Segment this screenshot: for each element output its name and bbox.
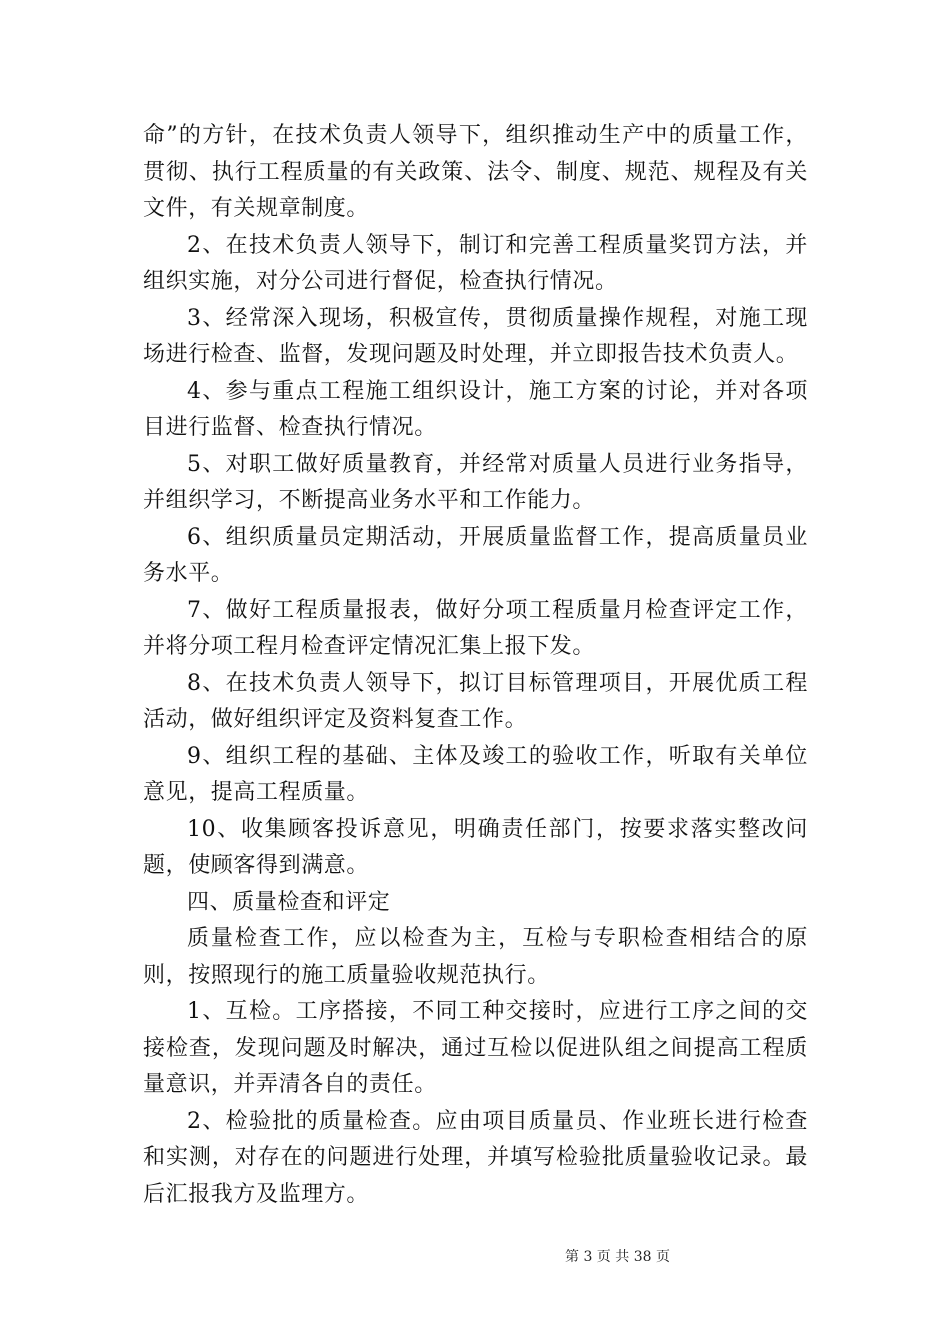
paragraph-item-7: 7、做好工程质量报表，做好分项工程质量月检查评定工作，并将分项工程月检查评定情况汇集上报下发。 (143, 597, 808, 659)
paragraph-item-2: 2、在技术负责人领导下，制订和完善工程质量奖罚方法，并组织实施，对分公司进行督促，检查执行情况。 (143, 232, 808, 294)
paragraph-item-3: 3、经常深入现场，积极宣传，贯彻质量操作规程，对施工现场进行检查、监督，发现问题及时处理，并立即报告技术负责人。 (143, 305, 808, 367)
paragraph-item-9: 9、组织工程的基础、主体及竣工的验收工作，听取有关单位意见，提高工程质量。 (143, 743, 808, 805)
document-body (143, 118, 808, 1213)
paragraph-item-10: 10、收集顾客投诉意见，明确责任部门，按要求落实整改问题，使顾客得到满意。 (143, 816, 808, 878)
paragraph-batch-check: 2、检验批的质量检查。应由项目质量员、作业班长进行检查和实测，对存在的问题进行处理，并填写检验批质量验收记录。最后汇报我方及监理方。 (143, 1108, 808, 1207)
paragraph-mutual-check: 1、互检。工序搭接，不同工种交接时，应进行工序之间的交接检查，发现问题及时解决，通过互检以促进队组之间提高工程质量意识，并弄清各自的责任。 (143, 999, 808, 1097)
page-number-footer: 第 3 页 共 38 页 (565, 1249, 670, 1265)
section-heading: 四、质量检查和评定 (187, 889, 391, 915)
paragraph-item-4: 4、参与重点工程施工组织设计，施工方案的讨论，并对各项目进行监督、检查执行情况。 (143, 378, 808, 440)
paragraph-item-8: 8、在技术负责人领导下，拟订目标管理项目，开展优质工程活动，做好组织评定及资料复查工作。 (143, 670, 808, 732)
paragraph-item-6: 6、组织质量员定期活动，开展质量监督工作，提高质量员业务水平。 (143, 524, 808, 586)
section-intro: 质量检查工作，应以检查为主，互检与专职检查相结合的原则，按照现行的施工质量验收规范执行。 (143, 926, 808, 988)
paragraph-continuation: 命”的方针，在技术负责人领导下，组织推动生产中的质量工作，贯彻、执行工程质量的有关政策、法令、制度、规范、规程及有关文件，有关规章制度。 (143, 123, 808, 221)
paragraph-item-5: 5、对职工做好质量教育，并经常对质量人员进行业务指导，并组织学习，不断提高业务水平和工作能力。 (143, 451, 808, 513)
